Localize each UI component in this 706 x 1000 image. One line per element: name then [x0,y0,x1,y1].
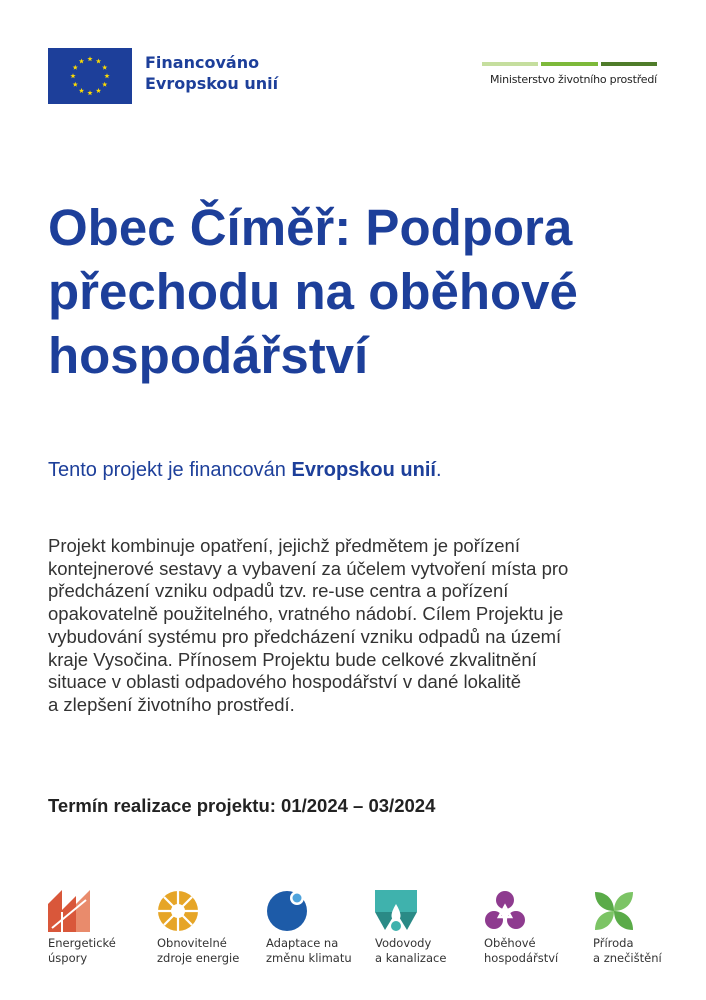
eu-funding-line2: Evropskou unií [145,74,279,93]
icon-label-line1: Vodovody [375,936,432,950]
icon-label-line1: Adaptace na [266,936,339,950]
eu-funding-line1: Financováno [145,53,260,72]
project-description [48,535,658,717]
icon-label-line1: Obnovitelné [157,936,227,950]
icon-label-line2: a kanalizace [375,951,447,965]
icon-label-line2: změnu klimatu [266,951,352,965]
eu-flag-logo [48,48,132,104]
description-line: vybudování systému pro předcházení vzniku odpadů na území [48,625,562,647]
icon-label-line1: Příroda [593,936,634,950]
icon-water [375,890,485,966]
eu-funding-text [145,52,278,94]
ministry-logo [482,62,657,86]
icon-circular-economy [484,890,594,966]
water-icon [375,890,417,932]
description-line: situace v oblasti odpadového hospodářství v dané lokalitě [48,671,522,693]
nature-icon [593,890,635,932]
financing-prefix: Tento projekt je financován [48,459,292,481]
eu-stars-icon [48,48,132,104]
icon-label-line1: Energetické [48,936,116,950]
ministry-bar-1 [482,62,538,66]
page-title: Obec Číměř: Podpora přechodu na oběhové hospodářství [48,199,578,384]
ministry-bar-3 [601,62,657,66]
icon-label-line1: Oběhové [484,936,536,950]
description-line: kraje Vysočina. Přínosem Projektu bude celkové zkvalitnění [48,648,537,670]
financing-suffix: . [435,459,442,481]
description-line: a zlepšení životního prostředí. [48,693,295,715]
description-line: předcházení vzniku odpadů tzv. re-use centra a pořízení [48,580,509,602]
ministry-color-bars [482,62,657,66]
ministry-bar-2 [541,62,597,66]
energy-savings-icon [48,890,90,932]
project-term: Termín realizace projektu: 01/2024 – 03/2024 [48,795,436,816]
icon-label-line2: a znečištění [593,951,662,965]
icon-energy-savings [48,890,158,966]
icon-nature [593,890,703,966]
description-line: opakovatelně použitelného, vratného nádobí. Cílem Projektu je [48,603,564,625]
circular-economy-icon [484,890,526,932]
climate-adaptation-icon [266,890,308,932]
icon-renewable-energy [157,890,267,966]
financing-statement [48,459,442,482]
financing-eu: Evropskou unií [291,459,436,481]
description-line: Projekt kombinuje opatření, jejichž předmětem je pořízení [48,535,520,556]
description-line: kontejnerové sestavy a vybavení za účelem vytvoření místa pro [48,557,569,579]
icon-label-line2: zdroje energie [157,951,240,965]
ministry-name: Ministerstvo životního prostředí [489,73,657,86]
icon-label-line2: hospodářství [484,951,559,965]
renewable-energy-icon [157,890,199,932]
icon-climate-adaptation [266,890,376,966]
icon-label-line2: úspory [48,951,88,965]
